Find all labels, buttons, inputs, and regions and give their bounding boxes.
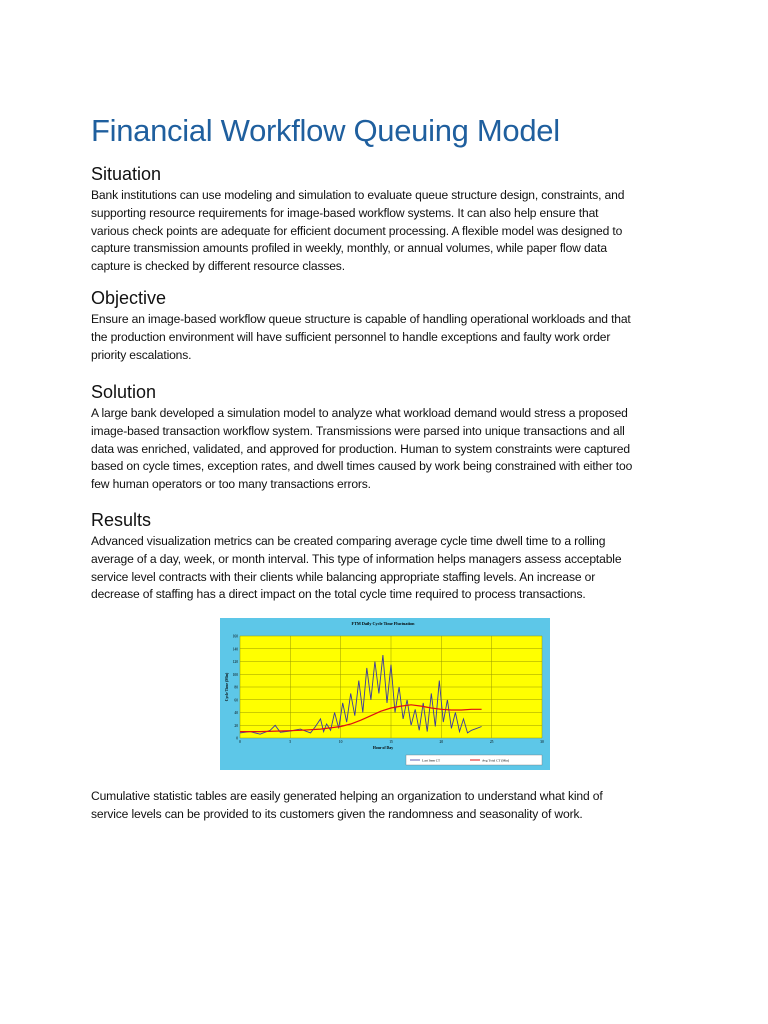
paragraph-line: Ensure an image-based workflow queue structure is capable of handling operational workloads and that	[91, 312, 631, 326]
y-tick-label: 140	[232, 647, 238, 652]
paragraph-line: Bank institutions can use modeling and simulation to evaluate queue structure design, constraints, and	[91, 188, 625, 202]
section-paragraph	[91, 311, 631, 364]
x-tick-label: 15	[389, 740, 393, 744]
paragraph-line: few human operators or too many transactions errors.	[91, 477, 371, 492]
paragraph-line: average of a day, week, or month interval. This type of information helps managers assess acceptable	[91, 551, 622, 566]
chart-title: FTM Daily Cycle Time Fluctuation	[351, 621, 415, 626]
y-tick-label: 120	[232, 660, 238, 664]
document-page	[91, 112, 681, 602]
x-tick-label: 20	[439, 740, 444, 744]
paragraph-line: priority escalations.	[91, 347, 192, 362]
section-heading: Objective	[91, 288, 167, 308]
section-paragraph	[91, 405, 632, 494]
section-heading: Results	[91, 510, 152, 530]
paragraph-line: capture transmission amounts profiled in weekly, monthly, or annual volumes, while paper flow data	[91, 241, 607, 256]
section-results	[91, 510, 621, 604]
paragraph-line: image-based transaction workflow system. Transmissions were parsed into unique transactions and all	[91, 423, 625, 438]
paragraph-line: data was enriched, validated, and approved for production. Human to system constraints were captured	[91, 441, 630, 456]
y-tick-label: 80	[234, 685, 238, 690]
legend-label-avg-total-ct: Avg Total CT (Min)	[482, 758, 510, 763]
closing-paragraph	[91, 788, 603, 824]
y-axis-label: Cycle Time (Min)	[225, 672, 229, 702]
x-tick-label: 5	[289, 740, 292, 744]
closing-paragraph-block	[91, 788, 603, 824]
y-tick-label: 40	[234, 711, 238, 715]
paragraph-line: Advanced visualization metrics can be created comparing average cycle time dwell time to a rolling	[91, 534, 606, 548]
x-tick-label: 30	[540, 740, 544, 744]
y-tick-label: 160	[232, 634, 238, 639]
x-axis-label: Hour of Day	[372, 746, 394, 750]
paragraph-line: service level contracts with their clients while balancing appropriate staffing levels. An increase or	[91, 569, 596, 584]
x-tick-label: 0	[239, 740, 241, 744]
y-tick-label: 100	[232, 672, 238, 677]
paragraph-line: service levels can be provided to its customers given the randomness and seasonality of work.	[91, 806, 583, 821]
x-tick-label: 25	[489, 740, 494, 744]
paragraph-line: capture is checked by different resource classes.	[91, 259, 345, 274]
x-tick-label: 10	[338, 740, 343, 744]
section-objective	[91, 288, 631, 364]
paragraph-line: based on cycle times, exception rates, and dwell times caused by work being constrained with either too	[91, 459, 633, 474]
chart-svg	[220, 618, 550, 770]
paragraph-line: various check points are adequate for efficient document processing. A flexible model was designed to	[91, 223, 623, 238]
document-title: Financial Workflow Queuing Model	[91, 113, 560, 148]
section-heading: Solution	[91, 382, 157, 402]
legend-label-last-item-ct: Last Item CT	[422, 758, 441, 763]
section-heading: Situation	[91, 164, 162, 184]
paragraph-line: A large bank developed a simulation model to analyze what workload demand would stress a proposed	[91, 406, 628, 420]
y-tick-label: 60	[234, 698, 238, 703]
paragraph-line: the production environment will have sufficient personnel to handle exceptions and faulty work order	[91, 329, 611, 344]
paragraph-line: Cumulative statistic tables are easily generated helping an organization to understand what kind of	[91, 789, 603, 803]
paragraph-line: decrease of staffing has a direct impact on the total cycle time required to process transactions.	[91, 587, 586, 602]
y-tick-label: 0	[236, 736, 238, 741]
cycle-time-chart	[220, 618, 550, 770]
y-tick-label: 20	[234, 723, 238, 728]
section-paragraph	[91, 533, 621, 604]
section-solution	[91, 382, 632, 494]
section-situation	[91, 164, 681, 276]
paragraph-line: supporting resource requirements for image-based workflow systems. It can also help ensure that	[91, 205, 599, 220]
section-paragraph	[91, 187, 681, 276]
